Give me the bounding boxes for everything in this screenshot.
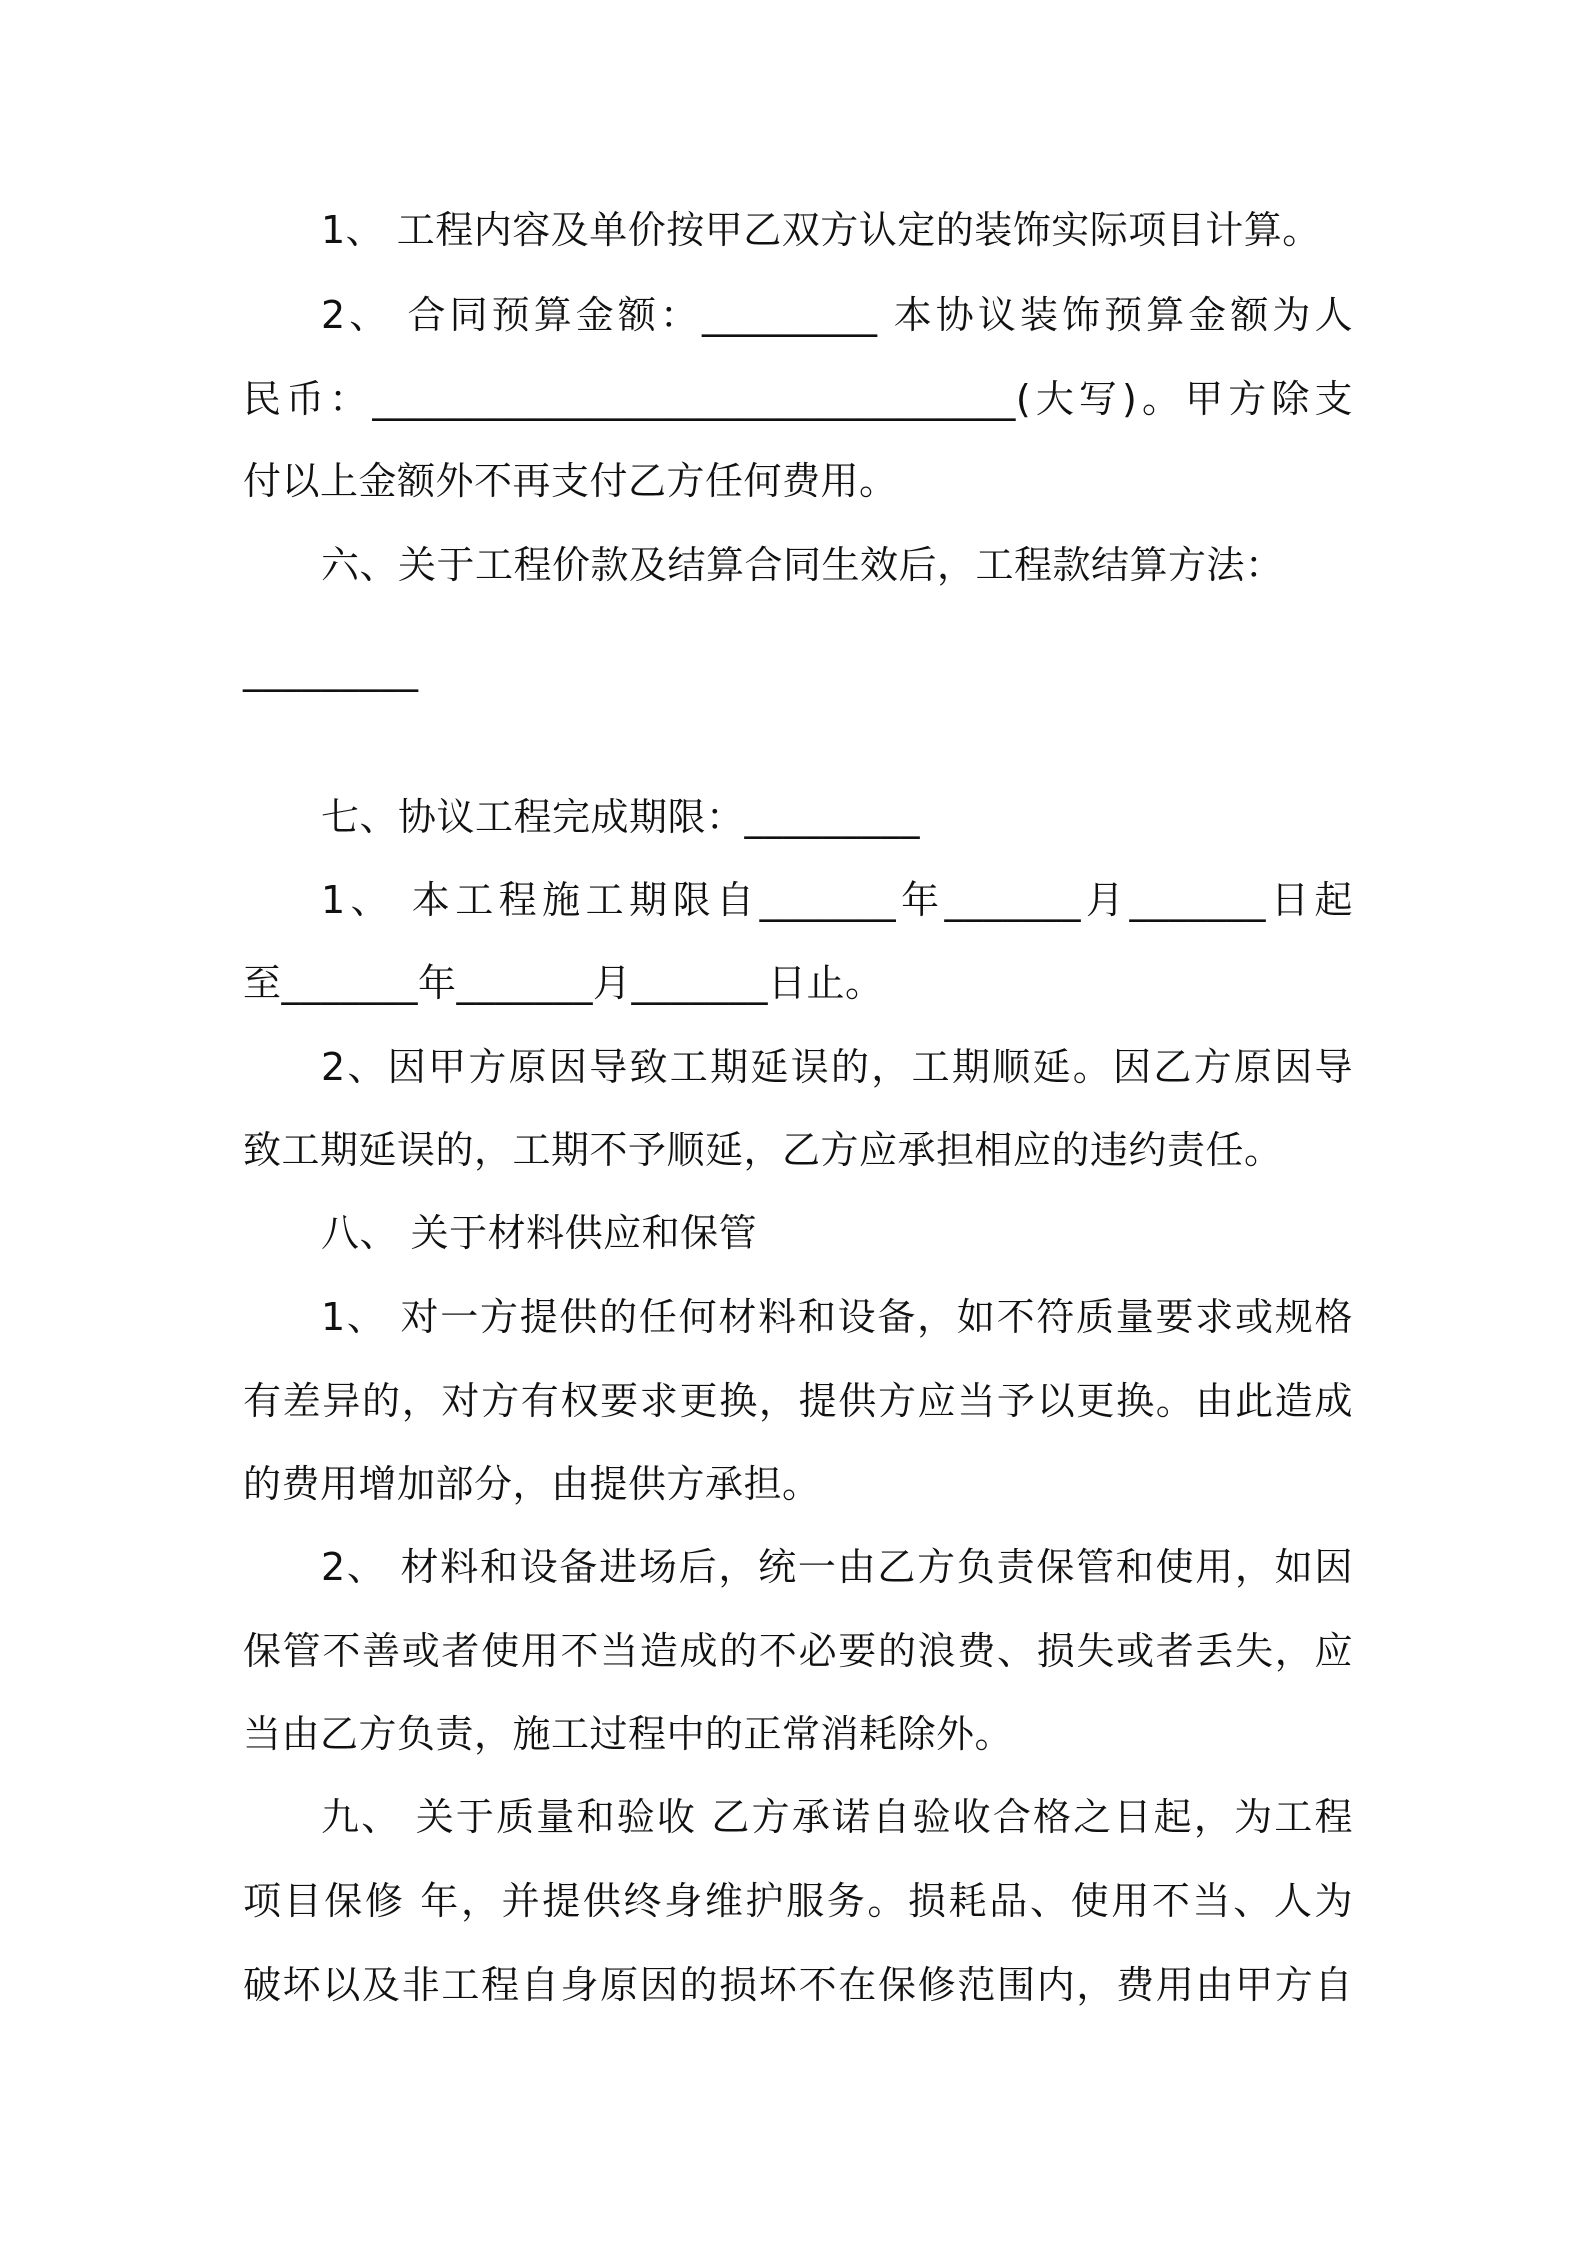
clause-8-item-1-line-1: 1、 对一方提供的任何材料和设备，如不符质量要求或规格 xyxy=(321,1295,1353,1339)
clause-9-line-3: 破坏以及非工程自身原因的损坏不在保修范围内，费用由甲方自 xyxy=(243,1963,1353,2007)
clause-9-line-1: 九、 关于质量和验收 乙方承诺自验收合格之日起，为工程 xyxy=(321,1795,1353,1839)
clause-5-item-2-line-1: 2、 合同预算金额：_________ 本协议装饰预算金额为人 xyxy=(321,293,1353,337)
clause-8-item-2-line-3: 当由乙方负责，施工过程中的正常消耗除外。 xyxy=(243,1712,1014,1756)
clause-6-heading: 六、关于工程价款及结算合同生效后，工程款结算方法： xyxy=(321,543,1284,587)
clause-8-item-1-line-2: 有差异的，对方有权要求更换，提供方应当予以更换。由此造成 xyxy=(243,1379,1353,1423)
clause-5-item-2-line-2: 民币：_________________________________(大写)。甲方除支 xyxy=(243,377,1353,421)
clause-8-heading: 八、 关于材料供应和保管 xyxy=(321,1211,758,1255)
clause-8-item-2-line-2: 保管不善或者使用不当造成的不必要的浪费、损失或者丢失，应 xyxy=(243,1629,1353,1673)
clause-5-item-1: 1、 工程内容及单价按甲乙双方认定的装饰实际项目计算。 xyxy=(321,208,1321,252)
clause-7-item-2-line-2: 致工期延误的，工期不予顺延，乙方应承担相应的违约责任。 xyxy=(243,1128,1283,1172)
clause-7-item-1-line-2: 至_______年_______月_______日止。 xyxy=(243,961,884,1005)
clause-9-line-2: 项目保修 年，并提供终身维护服务。损耗品、使用不当、人为 xyxy=(243,1879,1353,1923)
clause-7-item-1-line-1: 1、 本工程施工期限自_______年_______月_______日起 xyxy=(321,878,1353,922)
clause-5-item-2-line-3: 付以上金额外不再支付乙方任何费用。 xyxy=(243,459,898,503)
clause-7-heading: 七、协议工程完成期限：_________ xyxy=(321,795,921,839)
clause-8-item-1-line-3: 的费用增加部分，由提供方承担。 xyxy=(243,1462,821,1506)
clause-7-item-2-line-1: 2、因甲方原因导致工期延误的，工期顺延。因乙方原因导 xyxy=(321,1045,1353,1089)
clause-8-item-2-line-1: 2、 材料和设备进场后，统一由乙方负责保管和使用，如因 xyxy=(321,1545,1353,1589)
clause-6-blank: _________ xyxy=(243,648,419,692)
